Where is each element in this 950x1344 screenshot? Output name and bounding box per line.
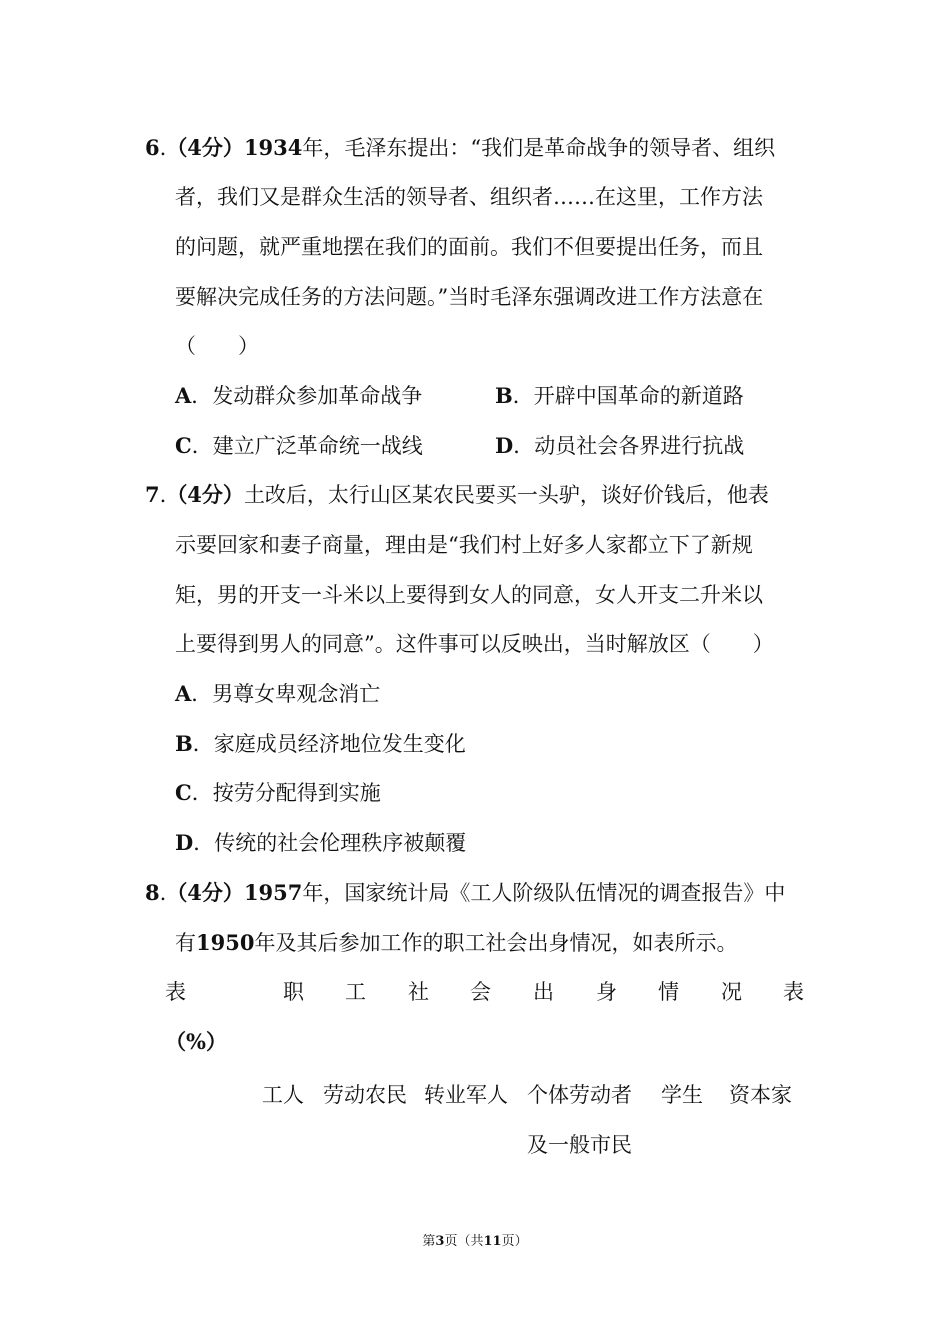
- q8-line-2: 有1950年及其后参加工作的职工社会出身情况，如表所示。: [175, 930, 738, 955]
- q6-year: 1934: [243, 135, 303, 160]
- q7-line-2: 示要回家和妻子商量，理由是“我们村上好多人家都立下了新规: [175, 533, 753, 557]
- page-total: 11: [483, 1234, 502, 1249]
- q6-line-3: 的问题，就严重地摆在我们的面前。我们不但要提出任务，而且: [175, 235, 763, 259]
- table-title-char: 情: [658, 980, 679, 1004]
- q8-score: （4分）: [166, 880, 244, 905]
- page-number: 3: [435, 1234, 445, 1249]
- table-title-char: 职: [283, 980, 304, 1004]
- table-header-cell: 转业军人: [424, 1083, 508, 1107]
- q6-answer-paren: （ ）: [175, 334, 259, 358]
- q6-score: （4分）: [166, 135, 244, 160]
- q7-line-1: 7.（4分）土改后，太行山区某农民要买一头驴，谈好价钱后，他表: [145, 482, 769, 507]
- q7-score: （4分）: [166, 482, 244, 507]
- table-title-char: 工: [345, 980, 366, 1004]
- q6-option-d[interactable]: D．动员社会各界进行抗战: [495, 433, 745, 458]
- q6-line-4: 要解决完成任务的方法问题。”当时毛泽东强调改进工作方法意在: [175, 285, 764, 309]
- q8-year: 1957: [243, 880, 303, 905]
- table-title-char: 会: [470, 980, 491, 1004]
- table-header-cell: 劳动农民: [323, 1083, 407, 1107]
- table-unit: （%）: [165, 1029, 227, 1054]
- table-header-cell-cont: 及一般市民: [527, 1133, 632, 1157]
- q6-option-a[interactable]: A．发动群众参加革命战争: [175, 383, 423, 408]
- q6-text-1: 年，毛泽东提出：“我们是革命战争的领导者、组织: [302, 136, 776, 160]
- table-title-char: 出: [533, 980, 554, 1004]
- table-title-char: 况: [721, 980, 742, 1004]
- table-title-char: 社: [408, 980, 429, 1004]
- q7-line-4: 上要得到男人的同意”。这件事可以反映出，当时解放区（ ）: [175, 632, 774, 656]
- q7-option-d[interactable]: D．传统的社会伦理秩序被颠覆: [175, 830, 467, 855]
- table-header-cell: 资本家: [729, 1083, 792, 1107]
- table-header-cell: 工人: [262, 1083, 304, 1107]
- q7-number: 7: [145, 482, 160, 507]
- q6-number: 6: [145, 135, 160, 160]
- q7-option-a[interactable]: A．男尊女卑观念消亡: [175, 681, 381, 706]
- table-header-cell: 个体劳动者: [527, 1083, 632, 1107]
- table-header-cell: 学生: [661, 1083, 703, 1107]
- q7-option-c[interactable]: C．按劳分配得到实施: [175, 780, 381, 805]
- table-title-char: 表: [165, 980, 186, 1004]
- q7-option-b[interactable]: B．家庭成员经济地位发生变化: [175, 731, 466, 756]
- q6-option-c[interactable]: C．建立广泛革命统一战线: [175, 433, 423, 458]
- page-footer: 第3页（共11页）: [422, 1234, 528, 1249]
- q6-option-b[interactable]: B．开辟中国革命的新道路: [495, 383, 744, 408]
- q6-line-2: 者，我们又是群众生活的领导者、组织者……在这里，工作方法: [175, 185, 763, 209]
- table-title-char: 身: [596, 980, 617, 1004]
- q8-line-1: 8.（4分）1957年，国家统计局《工人阶级队伍情况的调查报告》中: [145, 880, 786, 905]
- table-title-char: 表: [783, 980, 804, 1004]
- q8-number: 8: [145, 880, 160, 905]
- q6-line-1: 6.（4分）1934年，毛泽东提出：“我们是革命战争的领导者、组织: [145, 135, 776, 160]
- q7-line-3: 矩，男的开支一斗米以上要得到女人的同意，女人开支二升米以: [175, 583, 763, 607]
